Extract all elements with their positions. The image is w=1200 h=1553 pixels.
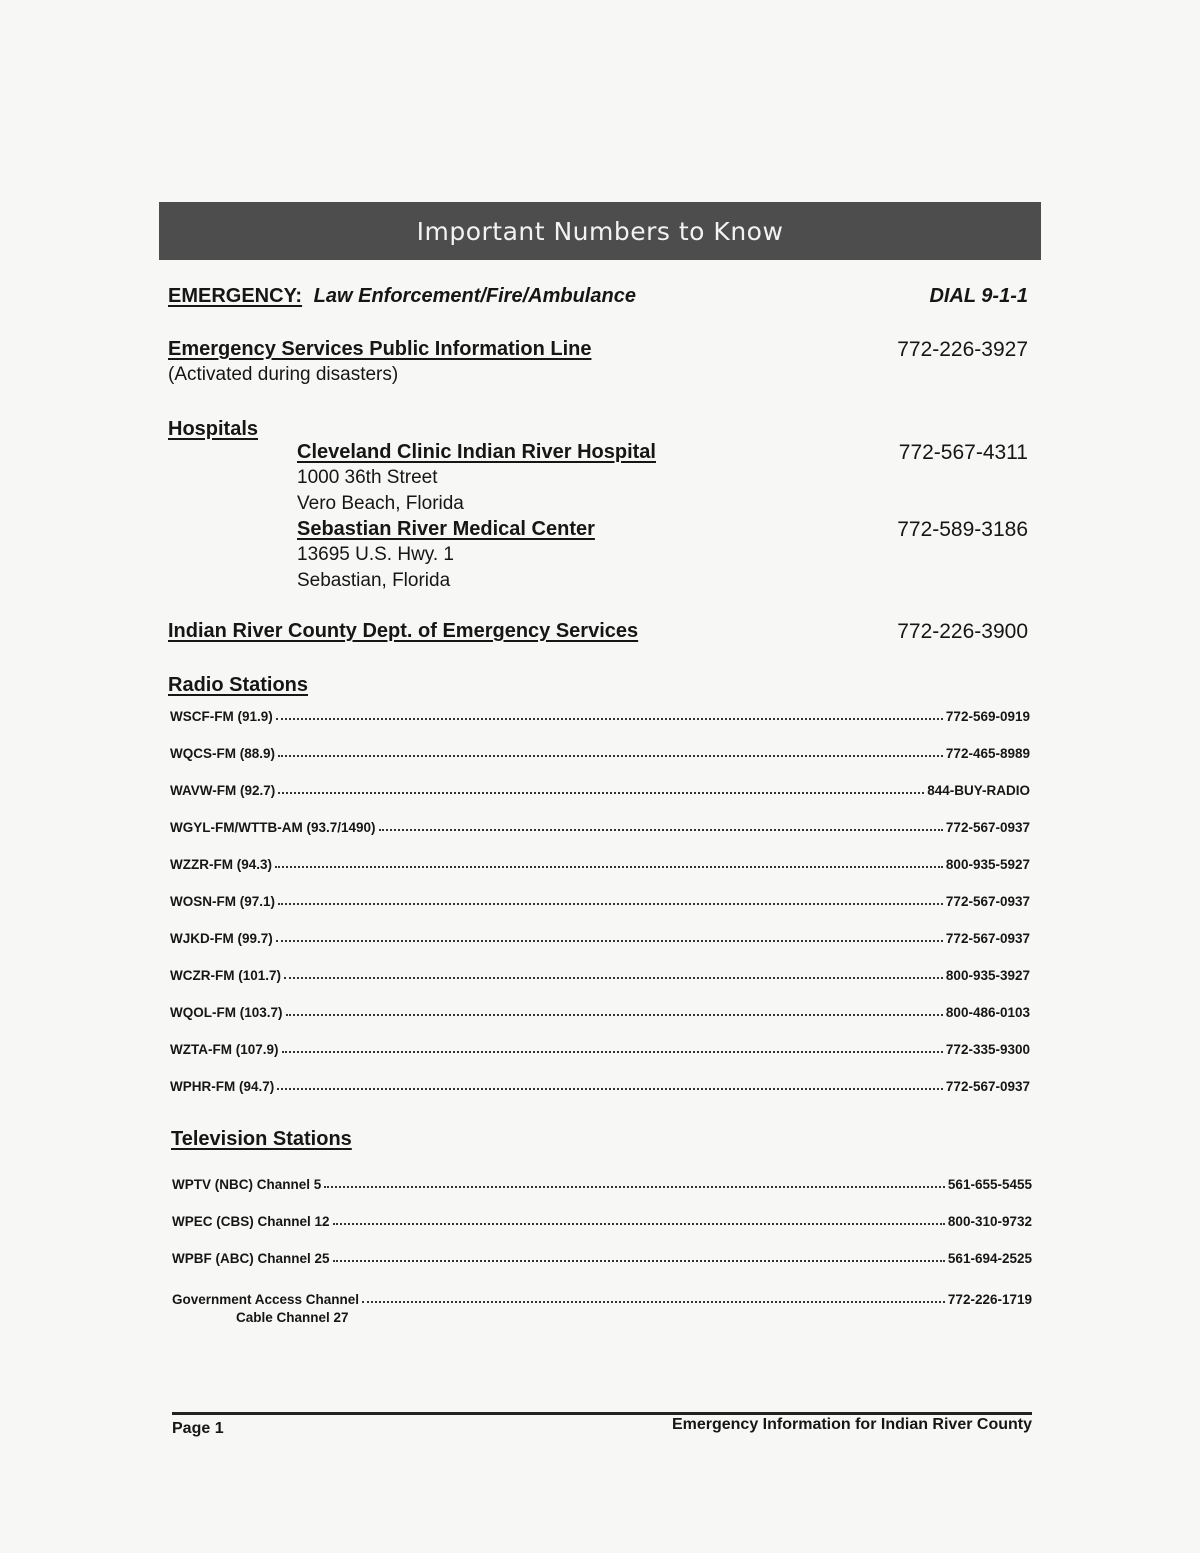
public-info-section: [168, 338, 1028, 386]
dot-leader: [282, 1051, 943, 1053]
station-number: 561-694-2525: [947, 1251, 1032, 1266]
station-name: WSCF-FM (91.9): [170, 709, 273, 724]
dot-leader: [277, 1088, 943, 1090]
station-number: 800-486-0103: [945, 1005, 1030, 1020]
station-number: 772-226-1719: [947, 1292, 1032, 1307]
radio-station-row: [170, 1076, 1030, 1094]
radio-station-row: [170, 780, 1030, 798]
dot-leader: [333, 1260, 945, 1262]
radio-station-row: [170, 854, 1030, 872]
page-banner: [159, 202, 1041, 260]
hospital-entry: [297, 518, 1028, 593]
hospital-number: 772-589-3186: [897, 518, 1028, 541]
emergency-line: [168, 285, 1028, 308]
dot-leader: [379, 829, 943, 831]
emergency-number: DIAL 9-1-1: [929, 285, 1028, 307]
radio-heading: [168, 674, 1028, 697]
station-name: WPHR-FM (94.7): [170, 1079, 275, 1094]
dot-leader: [284, 977, 943, 979]
station-name: WQCS-FM (88.9): [170, 746, 276, 761]
radio-heading-text: Radio Stations: [168, 674, 309, 696]
radio-station-row: [170, 817, 1030, 835]
dot-leader: [278, 903, 943, 905]
public-info-title: Emergency Services Public Information Line: [168, 338, 592, 360]
station-name: WOSN-FM (97.1): [170, 894, 276, 909]
dot-leader: [362, 1301, 945, 1303]
station-number: 800-935-3927: [945, 968, 1030, 983]
hospital-entry: [297, 441, 1028, 516]
banner-title: Important Numbers to Know: [416, 216, 784, 246]
radio-station-row: [170, 928, 1030, 946]
tv-station-row: [172, 1174, 1032, 1192]
footer-title: Emergency Information for Indian River County: [671, 1416, 1032, 1433]
station-name: WGYL-FM/WTTB-AM (93.7/1490): [170, 820, 376, 835]
public-info-number: 772-226-3927: [897, 338, 1028, 361]
station-number: 772-567-0937: [945, 1079, 1030, 1094]
station-number: 772-335-9300: [945, 1042, 1030, 1057]
station-number: 844-BUY-RADIO: [927, 783, 1030, 798]
station-number: 800-935-5927: [945, 857, 1030, 872]
tv-heading: [171, 1128, 1031, 1151]
station-name: Government Access Channel: [172, 1292, 360, 1307]
hospital-name: Sebastian River Medical Center: [297, 518, 595, 540]
tv-heading-text: Television Stations: [171, 1128, 352, 1150]
emergency-description: Law Enforcement/Fire/Ambulance: [313, 285, 636, 307]
page-number: Page 1: [172, 1420, 224, 1437]
county-dept-title: Indian River County Dept. of Emergency Services: [168, 620, 639, 642]
station-name: WZTA-FM (107.9): [170, 1042, 279, 1057]
radio-station-row: [170, 891, 1030, 909]
station-name: WPBF (ABC) Channel 25: [172, 1251, 330, 1266]
hospital-number: 772-567-4311: [898, 441, 1028, 464]
dot-leader: [278, 792, 924, 794]
dot-leader: [275, 866, 943, 868]
dot-leader: [333, 1223, 945, 1225]
dot-leader: [276, 718, 943, 720]
tv-station-row: [172, 1211, 1032, 1229]
radio-station-row: [170, 706, 1030, 724]
emergency-label: EMERGENCY:: [168, 285, 303, 307]
radio-station-row: [170, 965, 1030, 983]
dot-leader: [276, 940, 943, 942]
station-number: 800-310-9732: [947, 1214, 1032, 1229]
tv-station-row: [172, 1289, 1032, 1307]
dot-leader: [278, 755, 943, 757]
station-number: 772-567-0937: [945, 894, 1030, 909]
hospital-address-city: Vero Beach, Florida: [297, 493, 464, 514]
county-dept-number: 772-226-3900: [897, 620, 1028, 643]
hospital-address-street: 13695 U.S. Hwy. 1: [297, 544, 455, 565]
station-number: 772-567-0937: [945, 931, 1030, 946]
public-info-note: (Activated during disasters): [168, 364, 399, 385]
station-name: WAVW-FM (92.7): [170, 783, 276, 798]
dot-leader: [324, 1186, 945, 1188]
station-number: 772-567-0937: [945, 820, 1030, 835]
cable-channel-note: Cable Channel 27: [236, 1310, 349, 1325]
station-name: WPEC (CBS) Channel 12: [172, 1214, 330, 1229]
station-name: WJKD-FM (99.7): [170, 931, 273, 946]
hospitals-heading: [168, 418, 1028, 441]
hospital-address-city: Sebastian, Florida: [297, 570, 451, 591]
hospital-address-street: 1000 36th Street: [297, 467, 438, 488]
station-name: WPTV (NBC) Channel 5: [172, 1177, 322, 1192]
radio-station-row: [170, 1039, 1030, 1057]
station-name: WQOL-FM (103.7): [170, 1005, 283, 1020]
county-dept-section: [168, 620, 1028, 643]
hospitals-heading-text: Hospitals: [168, 418, 259, 440]
footer-divider: [172, 1412, 1032, 1415]
tv-station-row: [172, 1248, 1032, 1266]
station-number: 561-655-5455: [947, 1177, 1032, 1192]
station-number: 772-465-8989: [945, 746, 1030, 761]
radio-station-row: [170, 1002, 1030, 1020]
station-name: WZZR-FM (94.3): [170, 857, 272, 872]
hospital-name: Cleveland Clinic Indian River Hospital: [297, 441, 656, 463]
station-name: WCZR-FM (101.7): [170, 968, 281, 983]
station-number: 772-569-0919: [945, 709, 1030, 724]
radio-station-row: [170, 743, 1030, 761]
dot-leader: [286, 1014, 943, 1016]
